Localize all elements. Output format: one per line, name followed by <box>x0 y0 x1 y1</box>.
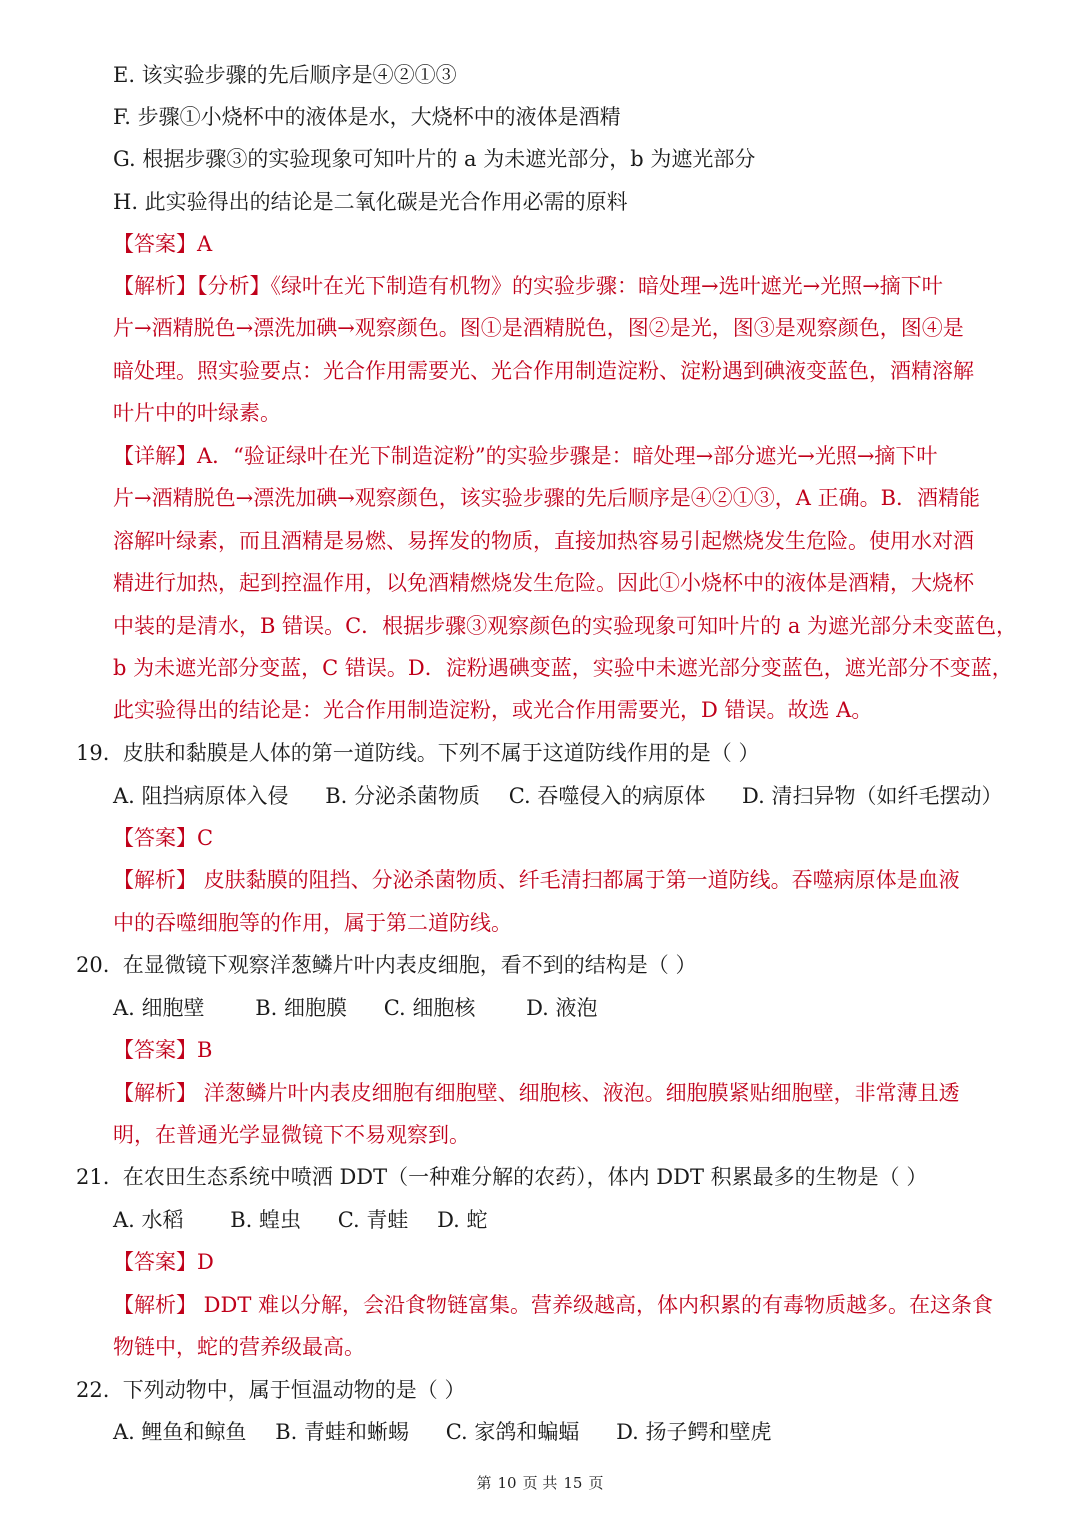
analysis-21-line-1: 【解析】 DDT 难以分解，会沿食物链富集。营养级越高，体内积累的有毒物质越多。在这条食 <box>113 1293 994 1317</box>
detail-18-line-7: 此实验得出的结论是：光合作用制造淀粉，或光合作用需要光，D 错误。故选 A。 <box>113 698 873 722</box>
analysis-20-line-2: 明，在普通光学显微镜下不易观察到。 <box>113 1123 470 1147</box>
option-b: B. 青蛙和蜥蜴 <box>275 1420 410 1444</box>
answer-18: 【答案】A <box>113 232 213 256</box>
answer-19: 【答案】C <box>113 826 214 850</box>
detail-18-line-2: 片→酒精脱色→漂洗加碘→观察颜色，该实验步骤的先后顺序是④②①③，A 正确。B．酒精能 <box>113 486 981 510</box>
analysis-19-line-2: 中的吞噬细胞等的作用，属于第二道防线。 <box>113 911 512 935</box>
option-a: A. 水稻 <box>113 1208 184 1232</box>
analysis-18-line-1: 【解析】【分析】《绿叶在光下制造有机物》的实验步骤：暗处理→选叶遮光→光照→摘下叶 <box>113 274 943 298</box>
analysis-20-line-1: 【解析】 洋葱鳞片叶内表皮细胞有细胞壁、细胞核、液泡。细胞膜紧贴细胞壁，非常薄且透 <box>113 1081 960 1105</box>
question-text: 在显微镜下观察洋葱鳞片叶内表皮细胞，看不到的结构是（ ） <box>122 953 697 977</box>
page-footer <box>0 1472 1080 1493</box>
detail-18-line-1: 【详解】A．“验证绿叶在光下制造淀粉”的实验步骤是：暗处理→部分遮光→光照→摘下叶 <box>113 444 938 468</box>
question-22-stem <box>76 1375 465 1405</box>
detail-18-line-4: 精进行加热，起到控温作用，以免酒精燃烧发生危险。因此①小烧杯中的液体是酒精，大烧杯 <box>113 571 974 595</box>
question-text: 下列动物中，属于恒温动物的是（ ） <box>122 1378 466 1402</box>
question-20-stem <box>76 950 696 980</box>
analysis-21-line-2: 物链中，蛇的营养级最高。 <box>113 1335 365 1359</box>
option-g: G. 根据步骤③的实验现象可知叶片的 a 为未遮光部分，b 为遮光部分 <box>113 147 756 171</box>
footer-suffix: 页 <box>588 1474 604 1492</box>
option-a: A. 鲤鱼和鲸鱼 <box>113 1420 247 1444</box>
question-20-options <box>113 993 598 1023</box>
analysis-18-line-2: 片→酒精脱色→漂洗加碘→观察颜色。图①是酒精脱色，图②是光，图③是观察颜色，图④是 <box>113 316 964 340</box>
option-d: D. 蛇 <box>437 1208 488 1232</box>
analysis-18-line-3: 暗处理。照实验要点：光合作用需要光、光合作用制造淀粉、淀粉遇到碘液变蓝色，酒精溶解 <box>113 359 974 383</box>
option-c: C. 吞噬侵入的病原体 <box>508 784 706 808</box>
option-f: F. 步骤①小烧杯中的液体是水，大烧杯中的液体是酒精 <box>113 105 621 129</box>
question-19-options <box>113 781 1003 811</box>
answer-21: 【答案】D <box>113 1250 214 1274</box>
detail-18-line-3: 溶解叶绿素，而且酒精是易燃、易挥发的物质，直接加热容易引起燃烧发生危险。使用水对酒 <box>113 529 974 553</box>
analysis-19-line-1: 【解析】 皮肤黏膜的阻挡、分泌杀菌物质、纤毛清扫都属于第一道防线。吞噬病原体是血液 <box>113 868 960 892</box>
question-number: 22. <box>76 1378 110 1402</box>
option-c: C. 家鸽和蝙蝠 <box>445 1420 580 1444</box>
question-19-stem <box>76 738 759 768</box>
option-c: C. 细胞核 <box>383 996 476 1020</box>
option-a: A. 细胞壁 <box>113 996 205 1020</box>
detail-18-line-5: 中装的是清水，B 错误。C．根据步骤③观察颜色的实验现象可知叶片的 a 为遮光部分未变蓝色， <box>113 614 1018 638</box>
option-a: A. 阻挡病原体入侵 <box>113 784 289 808</box>
footer-prefix: 第 <box>476 1474 492 1492</box>
question-number: 19. <box>76 741 110 765</box>
footer-middle: 页 共 <box>522 1474 558 1492</box>
option-b: B. 细胞膜 <box>255 996 348 1020</box>
question-number: 20. <box>76 953 110 977</box>
option-d: D. 清扫异物（如纤毛摆动） <box>742 784 1003 808</box>
analysis-18-line-4: 叶片中的叶绿素。 <box>113 401 281 425</box>
question-text: 皮肤和黏膜是人体的第一道防线。下列不属于这道防线作用的是（ ） <box>122 741 760 765</box>
option-b: B. 蝗虫 <box>230 1208 302 1232</box>
option-c: C. 青蛙 <box>337 1208 409 1232</box>
footer-current-page: 10 <box>497 1474 517 1492</box>
question-number: 21. <box>76 1165 110 1189</box>
question-text: 在农田生态系统中喷洒 DDT（一种难分解的农药），体内 DDT 积累最多的生物是（ ） <box>122 1165 928 1189</box>
question-21-options <box>113 1205 488 1235</box>
option-d: D. 扬子鳄和壁虎 <box>616 1420 772 1444</box>
option-e: E. 该实验步骤的先后顺序是④②①③ <box>113 63 457 87</box>
footer-total-pages: 15 <box>563 1474 583 1492</box>
option-h: H. 此实验得出的结论是二氧化碳是光合作用必需的原料 <box>113 190 628 214</box>
question-21-stem <box>76 1162 927 1192</box>
option-d: D. 液泡 <box>526 996 598 1020</box>
answer-20: 【答案】B <box>113 1038 213 1062</box>
detail-18-line-6: b 为未遮光部分变蓝，C 错误。D．淀粉遇碘变蓝，实验中未遮光部分变蓝色，遮光部分不变蓝， <box>113 656 1013 680</box>
question-22-options <box>113 1417 772 1447</box>
option-b: B. 分泌杀菌物质 <box>325 784 480 808</box>
